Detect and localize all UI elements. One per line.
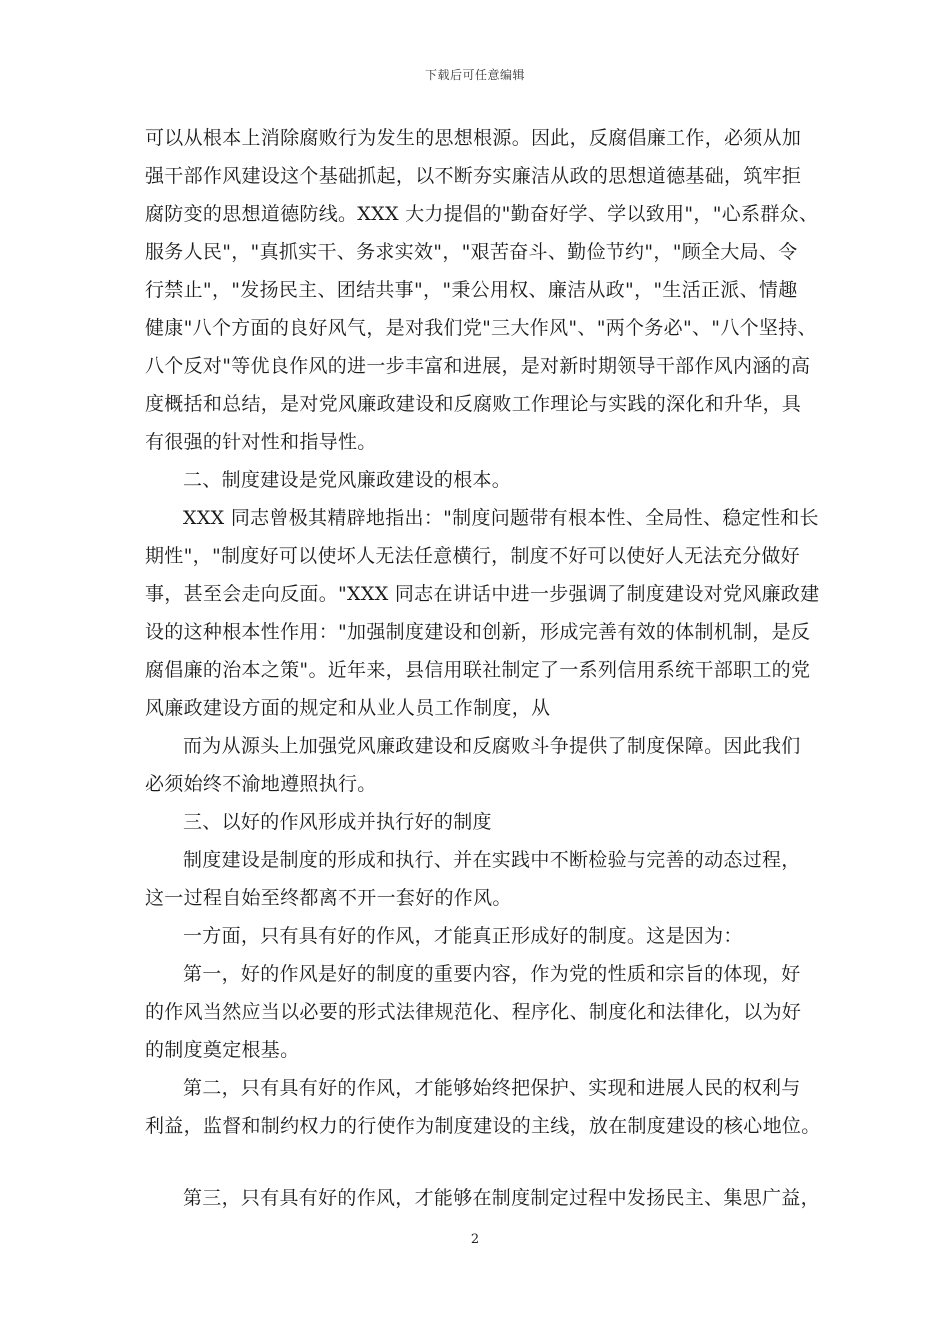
text-line: 风廉政建设方面的规定和从业人员工作制度，从 (145, 697, 551, 719)
text-line: 利益，监督和制约权力的行使作为制度建设的主线，放在制度建设的核心地位。 (145, 1115, 821, 1137)
text-line: 可以从根本上消除腐败行为发生的思想根源。因此，反腐倡廉工作，必须从加 (145, 127, 802, 149)
text-line: 设的这种根本性作用："加强制度建设和创新，形成完善有效的体制机制，是反 (145, 621, 811, 643)
text-line: 度概括和总结，是对党风廉政建设和反腐败工作理论与实践的深化和升华，具 (145, 393, 802, 415)
text-line: 的作风当然应当以必要的形式法律规范化、程序化、制度化和法律化，以为好 (145, 1001, 802, 1023)
text-line: 行禁止"，"发扬民主、团结共事"，"秉公用权、廉洁从政"，"生活正派、情趣 (145, 279, 798, 301)
text-line: 八个反对"等优良作风的进一步丰富和进展，是对新时期领导干部作风内涵的高 (145, 355, 811, 377)
text-line: 第三，只有具有好的作风，才能够在制度制定过程中发扬民主、集思广益， (183, 1187, 820, 1209)
text-line: 制度建设是制度的形成和执行、并在实践中不断检验与完善的动态过程， (183, 849, 801, 871)
text-line: 有很强的针对性和指导性。 (145, 431, 377, 453)
paragraph-gap (145, 1145, 810, 1179)
text-line: 腐倡廉的治本之策"。近年来，县信用联社制定了一系列信用系统干部职工的党 (145, 659, 811, 681)
text-line: 第二，只有具有好的作风，才能够始终把保护、实现和进展人民的权利与 (183, 1077, 801, 1099)
text-line: 腐防变的思想道德防线。XXX 大力提倡的"勤奋好学、学以致用"，"心系群众、 (145, 203, 819, 225)
text-line: 事，甚至会走向反面。"XXX 同志在讲话中进一步强调了制度建设对党风廉政建 (145, 583, 820, 605)
page-header: 下载后可任意编辑 (424, 68, 525, 82)
text-line: 服务人民"，"真抓实干、务求实效"，"艰苦奋斗、勤俭节约"，"顾全大局、令 (145, 241, 798, 263)
text-line: 的制度奠定根基。 (145, 1039, 300, 1061)
text-line: 一方面，只有具有好的作风，才能真正形成好的制度。这是因为： (183, 925, 743, 947)
section-heading: 三、以好的作风形成并执行好的制度 (183, 811, 492, 833)
text-line: 第一，好的作风是好的制度的重要内容，作为党的性质和宗旨的体现，好 (183, 963, 801, 985)
text-line: 必须始终不渝地遵照执行。 (145, 773, 377, 795)
text-line: 期性"，"制度好可以使坏人无法任意横行，制度不好可以使好人无法充分做好 (145, 545, 800, 567)
text-line: XXX 同志曾极其精辟地指出："制度问题带有根本性、全局性、稳定性和长 (183, 507, 819, 529)
text-line: 强干部作风建设这个基础抓起，以不断夯实廉洁从政的思想道德基础，筑牢拒 (145, 165, 802, 187)
page-number: 2 (470, 1232, 480, 1247)
section-heading: 二、制度建设是党风廉政建设的根本。 (183, 469, 512, 491)
text-line: 而为从源头上加强党风廉政建设和反腐败斗争提供了制度保障。因此我们 (183, 735, 801, 757)
text-line: 这一过程自始至终都离不开一套好的作风。 (145, 887, 512, 909)
document-body (145, 119, 821, 1217)
text-line: 健康"八个方面的良好风气，是对我们党"三大作风"、"两个务必"、"八个坚持、 (145, 317, 817, 339)
